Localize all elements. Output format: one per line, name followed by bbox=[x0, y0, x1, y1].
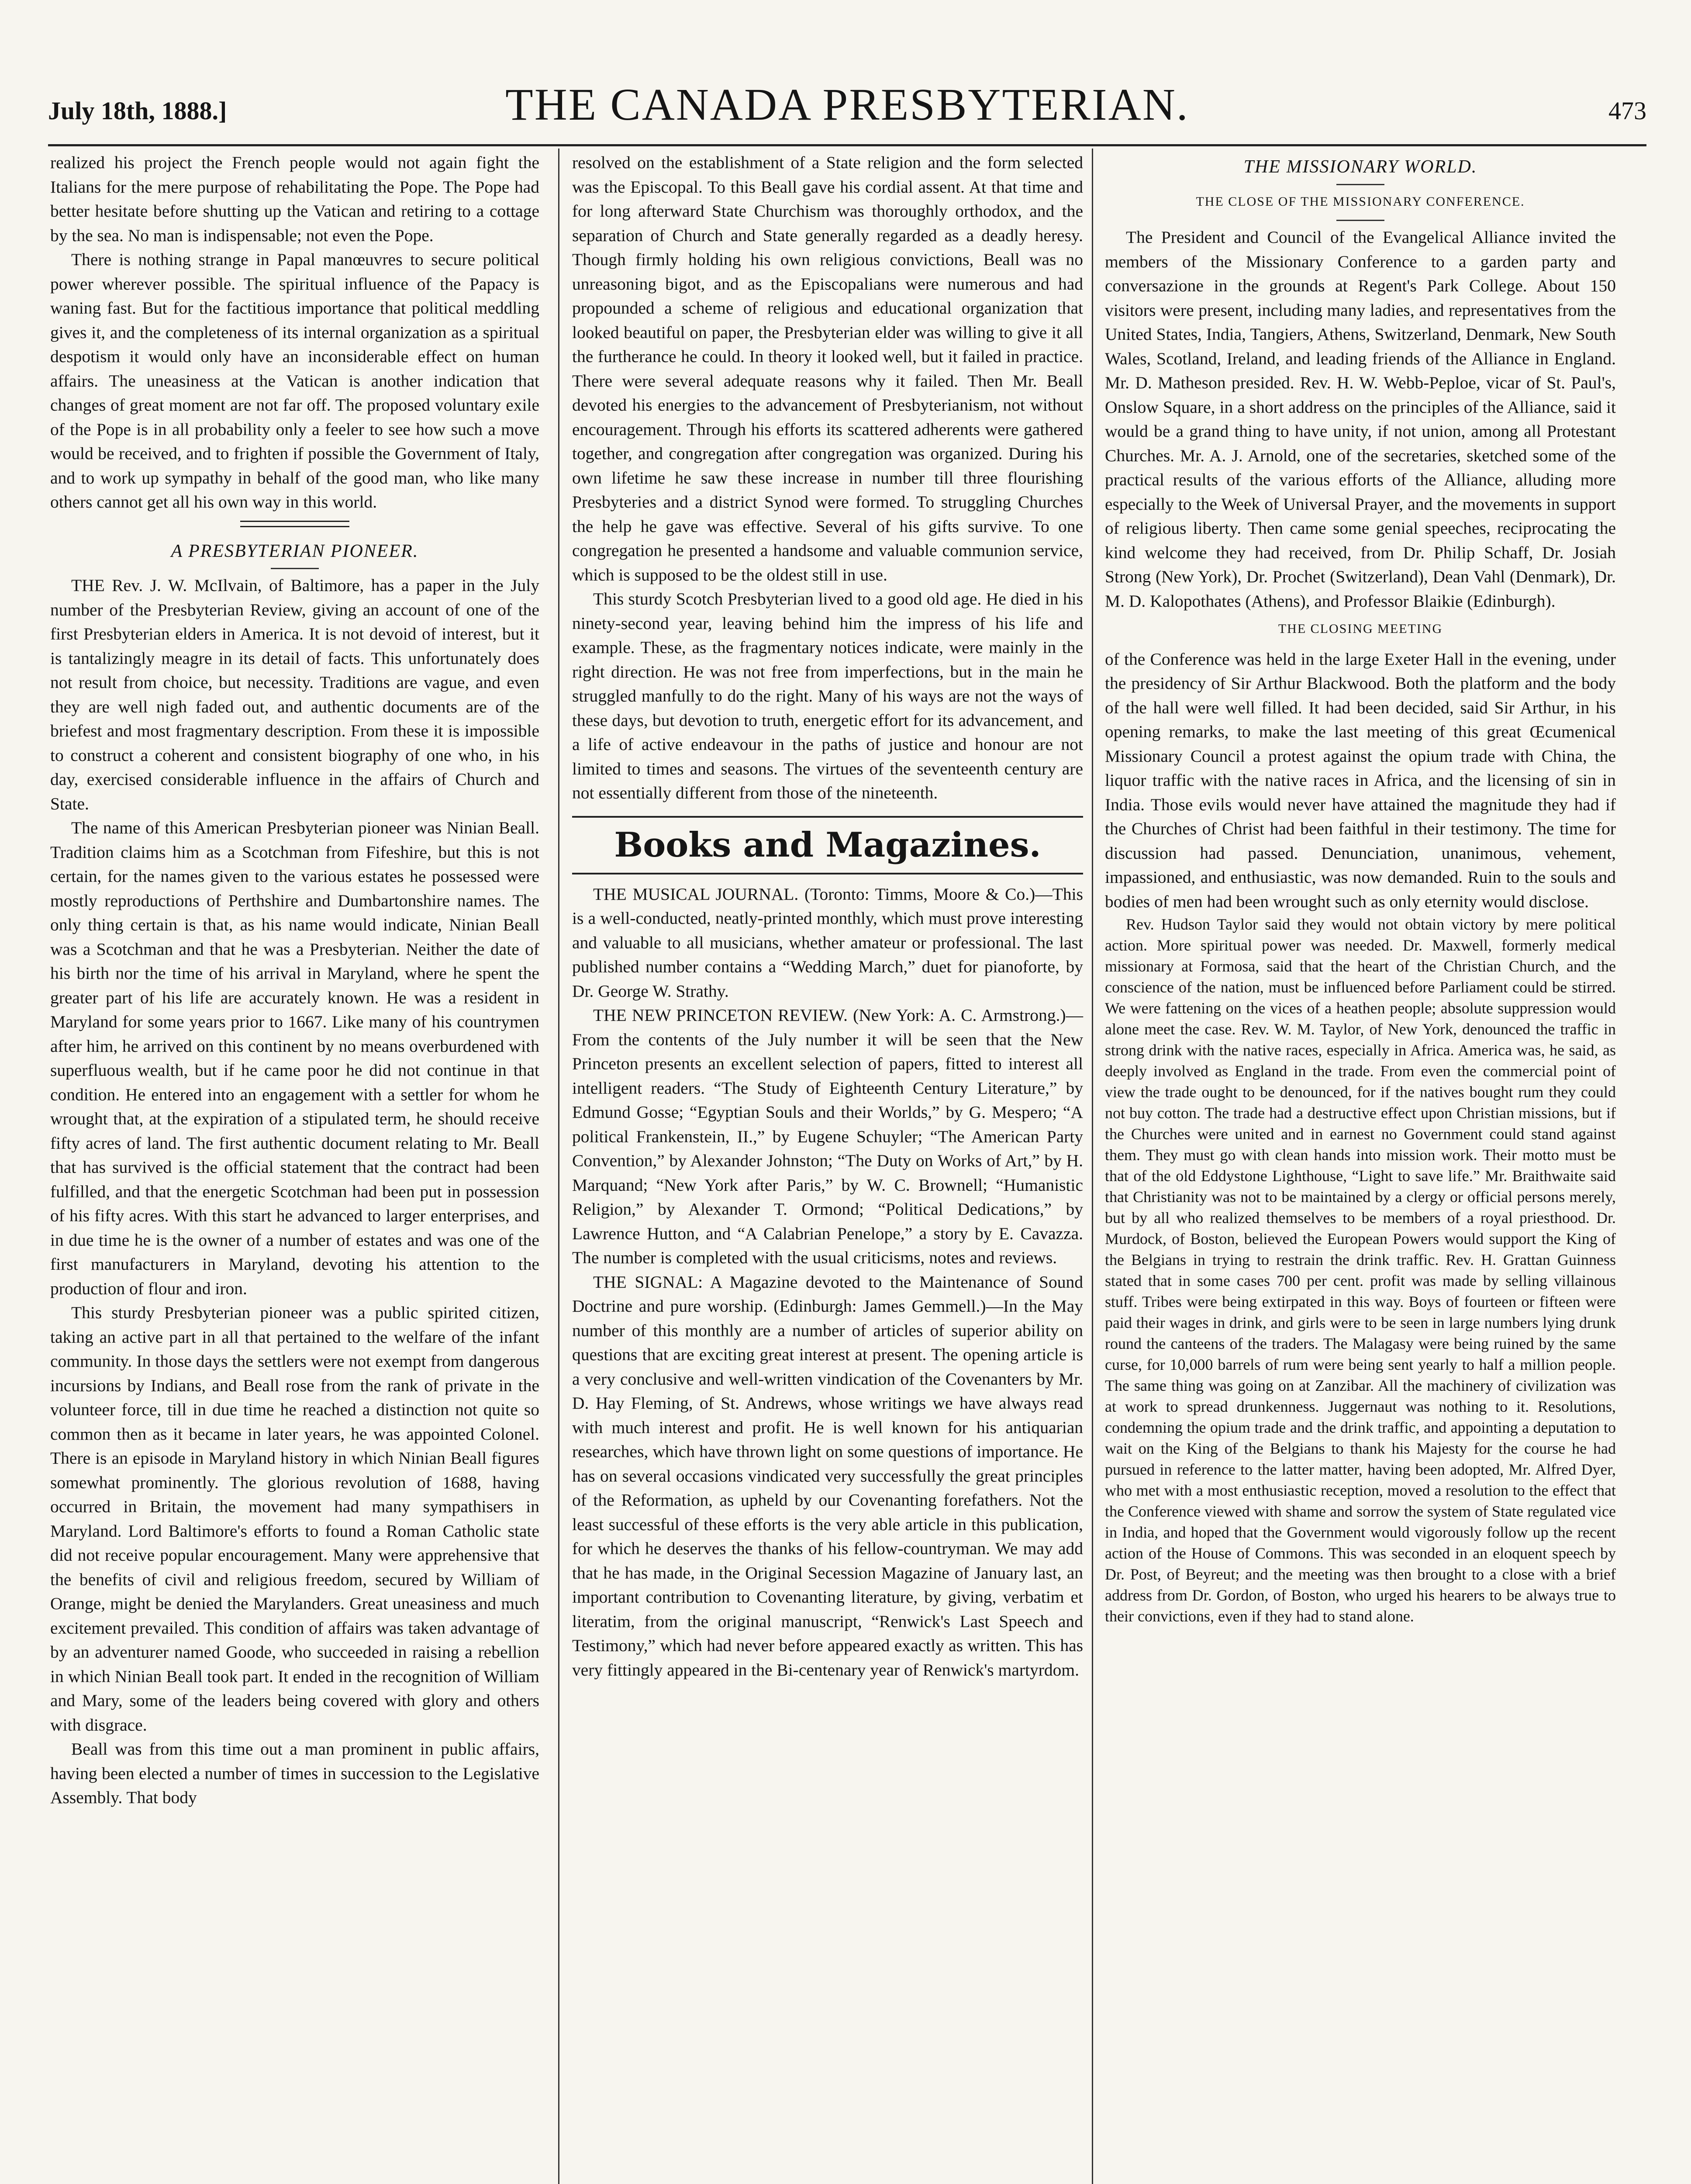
paragraph: This sturdy Scotch Presbyterian lived to a good old age. He died in his ninety-second year, leaving behind him the impress of his life and example. These, as the fragmentary notices indicate, were mainly in the right direction. He was not free from imperfections, but in the main he struggled manfully to do the right. Many of his ways are not the ways of these days, but devotion to truth, energetic effort for its advancement, and a life of active endeavour in the paths of justice and honour are not limited to times and seasons. The virtues of the seventeenth century are not essentially different from those of the nineteenth. bbox=[572, 589, 1083, 802]
paragraph: This sturdy Presbyterian pioneer was a public spirited citizen, taking an active part in all that pertained to the welfare of the infant community. In those days the settlers were not exempt from dangerous incursions by Indians, and Beall rose from the rank of private in the volunteer force, till in due time he reached a distinction not quite so common then as it became in later years, he was appointed Colonel. There is an episode in Maryland history in which Ninian Beall figures somewhat prominently. The glorious revolution of 1688, having occurred in Britain, the movement had many sympathisers in Maryland. Lord Baltimore's efforts to found a Roman Catholic state did not receive popular encouragement. Many were apprehensive that the benefits of civil and religious freedom, secured by William of Orange, might be denied the Marylanders. Great uneasiness and much excitement prevailed. This condition of affairs was taken advantage of by an adventurer named Goode, who succeeded in raising a rebellion in which Ninian Beall took part. It ended in the recognition of William and Mary, some of the leaders being covered with glory and others with disgrace. bbox=[50, 1303, 539, 1735]
paragraph: of the Conference was held in the large Exeter Hall in the evening, under the presidency of Sir Arthur Blackwood. Both the platform and the body of the hall were well filled. It had been decided, said Sir Arthur, in his opening remarks, to make the last meeting of this great Œcumenical Missionary Council a protest against the opium trade with China, the liquor traffic with the native races in Africa, and the licensing of sin in India. Those evils would never have attained the magnitude they had if the Churches of Christ had been faithful in their testimony. The time for discussion had passed. Denunciation, unanimous, vehement, impassioned, and enthusiastic, was now demanded. Ruin to the souls and bodies of men had been wrought such as only eternity would disclose. bbox=[1105, 649, 1616, 911]
page-number: 473 bbox=[1608, 97, 1646, 125]
section-banner bbox=[572, 816, 1083, 874]
paragraph: resolved on the establishment of a State religion and the form selected was the Episcopal. To this Beall gave his cordial assent. At that time and for long afterward State Churchism was thoroughly orthodox, and the separation of Church and State generally regarded as a deadly heresy. Though firmly holding his own religious convictions, Beall was no unreasoning bigot, and as the Episcopalians were numerous and had propounded a scheme of religious and educational organization that looked beautiful on paper, the Presbyterian elder was willing to give it all the furtherance he could. In theory it looked well, but it failed in practice. There were several adequate reasons why it failed. Then Mr. Beall devoted his energies to the advancement of Presbyterianism, not without encouragement. Through his efforts its scattered adherents were gathered together, and congregation after congregation was organized. During his own lifetime he saw these increase in number till three flourishing Presbyteries and a district Synod were formed. To struggling Churches the help he gave was effective. Several of his gifts survive. To one congregation he presented a handsome and valuable communion service, which is supposed to be the oldest still in use. bbox=[572, 153, 1083, 584]
heading-rule bbox=[271, 568, 319, 569]
section-rule bbox=[240, 521, 349, 527]
column-2 bbox=[572, 151, 1083, 1682]
issue-date: July 18th, 1888.] bbox=[48, 97, 227, 125]
review: THE SIGNAL: A Magazine devoted to the Maintenance of Sound Doctrine and pure worship. (Edinburgh: James Gemmell.)—In the May number of this monthly are a number of articles of superior ability on questions that are exciting great interest at present. The opening article is a very conclusive and well-written vindication of the Covenanters by Mr. D. Hay Fleming, of St. Andrews, whose writings we have always read with much interest and profit. He is well known for his antiquarian researches, which have thrown light on some questions of importance. He has on several occasions vindicated very successfully the great principles of the Reformation, as upheld by our Covenanting forefathers. Not the least successful of these efforts is the very able article in this publication, for which he deserves the thanks of his fellow-countryman. We may add that he has made, in the Original Secession Magazine of January last, an important contribution to Covenanting literature, by giving, verbatim et literatim, from the original manuscript, “Renwick's Last Speech and Testimony,” which had never before appeared exactly as written. This has very fittingly appeared in the Bi-centenary year of Renwick's martyrdom. bbox=[572, 1272, 1083, 1679]
paragraph: The name of this American Presbyterian pioneer was Ninian Beall. Tradition claims him as a Scotchman from Fifeshire, but this is not certain, for the names given to the various estates he possessed were mostly reproductions of Perthshire and Dumbartonshire names. The only thing certain is that, as his name would indicate, Ninian Beall was a Scotchman and that he was a Presbyterian. Neither the date of his birth nor the time of his arrival in Maryland, where he spent the greater part of his life are accurately known. He was a resident in Maryland for some years prior to 1667. Like many of his countrymen after him, he arrived on this continent by no means overburdened with superfluous wealth, but if he came poor he did not continue in that condition. He entered into an engagement with a settler for whom he wrought that, at the expiration of a stipulated term, he should receive fifty acres of land. The first authentic document relating to Mr. Beall that has survived is the official statement that the contract had been fulfilled, and that the energetic Scotchman had been put in possession of his fifty acres. With this start he advanced to larger enterprises, and in due time he is the owner of a number of estates and was one of the first manufacturers in Maryland, devoting his attention to the production of flour and iron. bbox=[50, 818, 539, 1298]
heading-rule bbox=[1336, 220, 1384, 221]
column-divider bbox=[558, 149, 559, 2184]
section-heading: Books and Magazines. bbox=[614, 825, 1041, 865]
column-3 bbox=[1105, 151, 1616, 1627]
paragraph: Beall was from this time out a man prominent in public affairs, having been elected a number of times in succession to the Legislative Assembly. That body bbox=[50, 1739, 539, 1807]
section-heading: A PRESBYTERIAN PIONEER. bbox=[171, 541, 419, 561]
section-heading: THE MISSIONARY WORLD. bbox=[1243, 157, 1477, 177]
paragraph: The President and Council of the Evangelical Alliance invited the members of the Missionary Conference to a garden party and conversazione in the grounds at Regent's Park College. About 150 visitors were present, including many ladies, and representatives from the United States, India, Tangiers, Athens, Switzerland, Denmark, New South Wales, Scotland, Ireland, and leading friends of the Alliance in England. Mr. D. Matheson presided. Rev. H. W. Webb-Peploe, vicar of St. Paul's, Onslow Square, in a short address on the principles of the Alliance, said it would be a grand thing to have unity, if not union, among all Protestant Churches. Mr. A. J. Arnold, one of the secretaries, sketched some of the practical results of the various efforts of the Alliance, alluding more especially to the Week of Universal Prayer, and the movements in support of religious liberty. Then came some genial speeches, reciprocating the kind welcome they had received, from Dr. Philip Schaff, Dr. Josiah Strong (New York), Dr. Prochet (Switzerland), Dean Vahl (Denmark), Dr. M. D. Kalopothates (Athens), and Professor Blaikie (Edinburgh). bbox=[1105, 228, 1616, 611]
paragraph: realized his project the French people would not again fight the Italians for the mere purpose of rehabilitating the Pope. The Pope had better hesitate before shutting up the Vatican and retiring to a cottage by the sea. No man is indispensable; not even the Pope. bbox=[50, 153, 539, 245]
subheading: THE CLOSE OF THE MISSIONARY CONFERENCE. bbox=[1196, 194, 1525, 209]
paragraph: THE Rev. J. W. McIlvain, of Baltimore, has a paper in the July number of the Presbyterian Review, giving an account of one of the first Presbyterian elders in America. It is not devoid of interest, but it is tantalizingly meagre in its detail of facts. This unfortunately does not result from choice, but necessity. Traditions are vague, and even they are well nigh faded out, and authentic documents are of the briefest and most fragmentary description. From these it is impossible to construct a coherent and consistent biography of one who, in his day, exercised considerable influence in the affairs of Church and State. bbox=[50, 576, 539, 813]
paragraph: Rev. Hudson Taylor said they would not obtain victory by mere political action. More spiritual power was needed. Dr. Maxwell, formerly medical missionary at Formosa, said that the heart of the Christian Church, and the conscience of the nation, must be influenced before Parliament could be stirred. We were fattening on the vices of a heathen people; absolute suppression would alone meet the case. Rev. W. M. Taylor, of New York, denounced the traffic in strong drink with the native races, especially in Africa. America was, he said, as deeply involved as England in the trade. From even the commercial point of view the trade ought to be denounced, for if the natives bought rum they could not buy cotton. The trade had a destructive effect upon Christian missions, but if the Churches were united and in earnest no Government could stand against them. They must go with clean hands into mission work. Their motto must be that of the old Eddystone Lighthouse, “Light to save life.” Mr. Braithwaite said that Christianity was not to be maintained by a clergy or official persons merely, but by all who realized themselves to be members of a royal priesthood. Dr. Murdock, of Boston, believed the European Powers would support the King of the Belgians in trying to restrain the drink traffic. Rev. H. Grattan Guinness stated that in some cases 700 per cent. profit was made by selling villainous stuff. Tribes were being extirpated in this way. Boys of fourteen or fifteen were paid their wages in drink, and girls were to be seen in large numbers lying drunk round the canteens of the traders. The Malagasy were being ruined by the same curse, for 10,000 barrels of rum were being sent yearly to half a million people. The same thing was going on at Zanzibar. All the machinery of civilization was at work to spread drunkenness. Juggernaut was nothing to it. Resolutions, condemning the opium trade and the drink traffic, and appointing a deputation to wait on the King of the Belgians to thank his Majesty for the course he had pursued in reference to the latter matter, having been adopted, Mr. Alfred Dyer, who met with a most enthusiastic reception, moved a resolution to the effect that the Conference viewed with shame and sorrow the system of State regulated vice in India, and hoped that the Government would vigorously follow up the recent action of the House of Commons. This was seconded in an eloquent speech by Dr. Post, of Beyreut; and the meeting was then brought to a close with a brief address from Dr. Gordon, of Boston, who urged his hearers to be always true to their convictions, even if they had to stand alone. bbox=[1105, 916, 1616, 1625]
masthead-title: THE CANADA PRESBYTERIAN. bbox=[505, 79, 1189, 130]
column-divider bbox=[1092, 149, 1093, 2184]
subheading: THE CLOSING MEETING bbox=[1278, 622, 1443, 636]
paragraph: There is nothing strange in Papal manœuvres to secure political power wherever possible. The spiritual influence of the Papacy is waning fast. But for the factitious importance that political meddling gives it, and the completeness of its internal organization as a spiritual despotism it would only have an inconsiderable effect on human affairs. The uneasiness at the Vatican is another indication that changes of great moment are not far off. The proposed voluntary exile of the Pope is in all probability only a feeler to see how such a move would be received, and to frighten if possible the Government of Italy, and to work up sympathy in behalf of the good man, who like many others cannot get all his own way in this world. bbox=[50, 250, 539, 511]
review: THE MUSICAL JOURNAL. (Toronto: Timms, Moore & Co.)—This is a well-conducted, neatly-printed monthly, which must prove interesting and valuable to all musicians, whether amateur or professional. The last published number contains a “Wedding March,” duet for pianoforte, by Dr. George W. Strathy. bbox=[572, 884, 1083, 1001]
page-header bbox=[48, 79, 1646, 144]
heading-rule bbox=[1336, 184, 1384, 185]
column-1 bbox=[50, 151, 539, 1810]
header-rule bbox=[48, 144, 1646, 146]
review: THE NEW PRINCETON REVIEW. (New York: A. C. Armstrong.)—From the contents of the July number it will be seen that the New Princeton presents an excellent selection of papers, fitted to interest all intelligent readers. “The Study of Eighteenth Century Literature,” by Edmund Gosse; “Egyptian Souls and their Worlds,” by G. Mespero; “A political Frankenstein, II.,” by Eugene Schuyler; “The American Party Convention,” by Alexander Johnston; “The Duty on Works of Art,” by H. Marquand; “New York after Paris,” by W. C. Brownell; “Humanistic Religion,” by Alexander T. Ormond; “Political Dedications,” by Lawrence Hutton, and “A Calabrian Penelope,” a story by E. Cavazza. The number is completed with the usual criticisms, notes and reviews. bbox=[572, 1006, 1083, 1267]
